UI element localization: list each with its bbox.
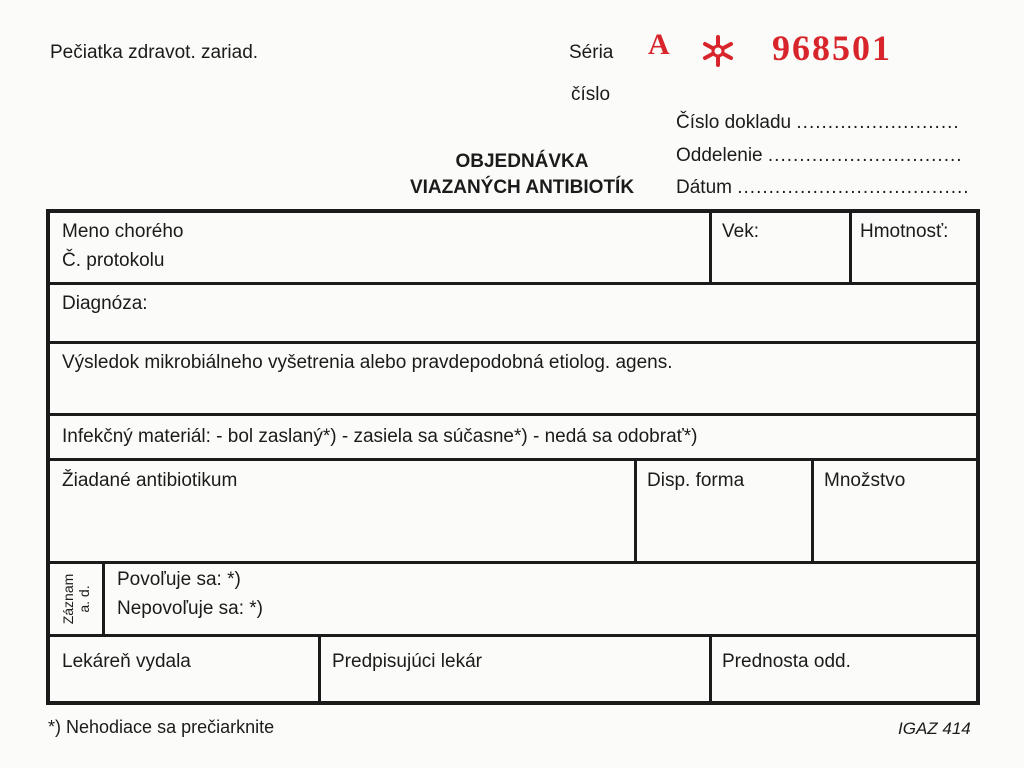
form-title-line2: VIAZANÝCH ANTIBIOTÍK <box>409 177 635 198</box>
date-field[interactable] <box>676 177 970 199</box>
date-label: Dátum <box>676 177 732 198</box>
quantity-field[interactable]: Množstvo <box>824 470 906 491</box>
row-divider <box>50 458 976 461</box>
col-divider <box>709 635 712 705</box>
diagnosis-field[interactable]: Diagnóza: <box>62 293 148 314</box>
col-divider <box>634 459 637 562</box>
patient-name-field[interactable]: Meno chorého <box>62 221 184 242</box>
department-head-field[interactable]: Prednosta odd. <box>722 651 851 672</box>
microbio-result-field[interactable]: Výsledok mikrobiálneho vyšetrenia alebo pravdepodobná etiolog. agens. <box>62 352 673 373</box>
date-dots: ..................................... <box>737 177 970 198</box>
allowed-option[interactable]: Povoľuje sa: *) <box>117 569 241 590</box>
doc-number-dots: .......................... <box>796 112 960 133</box>
prescribing-doctor-field[interactable]: Predpisujúci lekár <box>332 651 482 672</box>
col-divider <box>102 562 105 635</box>
department-field[interactable] <box>676 145 963 167</box>
record-label-line1: Záznam <box>60 573 76 624</box>
series-label: Séria <box>569 42 614 63</box>
record-label <box>50 562 102 635</box>
col-divider <box>709 213 712 283</box>
form-title-line1: OBJEDNÁVKA <box>455 151 589 172</box>
department-dots: ............................... <box>767 145 963 166</box>
series-number: 968501 <box>772 28 892 68</box>
pharmacy-field[interactable]: Lekáreň vydala <box>62 651 191 672</box>
protocol-field[interactable]: Č. protokolu <box>62 250 165 271</box>
age-field[interactable]: Vek: <box>722 221 759 242</box>
col-divider <box>811 459 814 562</box>
footer-note: *) Nehodiace sa prečiarknite <box>48 717 275 737</box>
doc-number-field[interactable] <box>676 112 960 134</box>
antibiotic-field[interactable]: Žiadané antibiotikum <box>62 470 238 491</box>
disp-form-field[interactable]: Disp. forma <box>647 470 745 491</box>
col-divider <box>318 635 321 705</box>
row-divider <box>50 413 976 416</box>
department-label: Oddelenie <box>676 145 763 166</box>
row-divider <box>50 282 976 285</box>
asterisk-icon <box>700 33 736 69</box>
order-form-table <box>46 209 980 705</box>
record-label-line2: a. d. <box>76 584 92 613</box>
number-label: číslo <box>571 84 611 105</box>
col-divider <box>849 213 852 283</box>
row-divider <box>50 634 976 637</box>
not-allowed-option[interactable]: Nepovoľuje sa: *) <box>117 598 264 619</box>
row-divider <box>50 341 976 344</box>
infectious-material-field[interactable]: Infekčný materiál: - bol zaslaný*) - zasiela sa súčasne*) - nedá sa odobrať*) <box>62 426 698 447</box>
weight-field[interactable]: Hmotnosť: <box>860 221 949 242</box>
stamp-label: Pečiatka zdravot. zariad. <box>50 42 259 63</box>
series-code: A <box>648 28 671 61</box>
row-divider <box>50 561 976 564</box>
doc-number-label: Číslo dokladu <box>676 112 792 133</box>
form-code: IGAZ 414 <box>898 719 971 738</box>
